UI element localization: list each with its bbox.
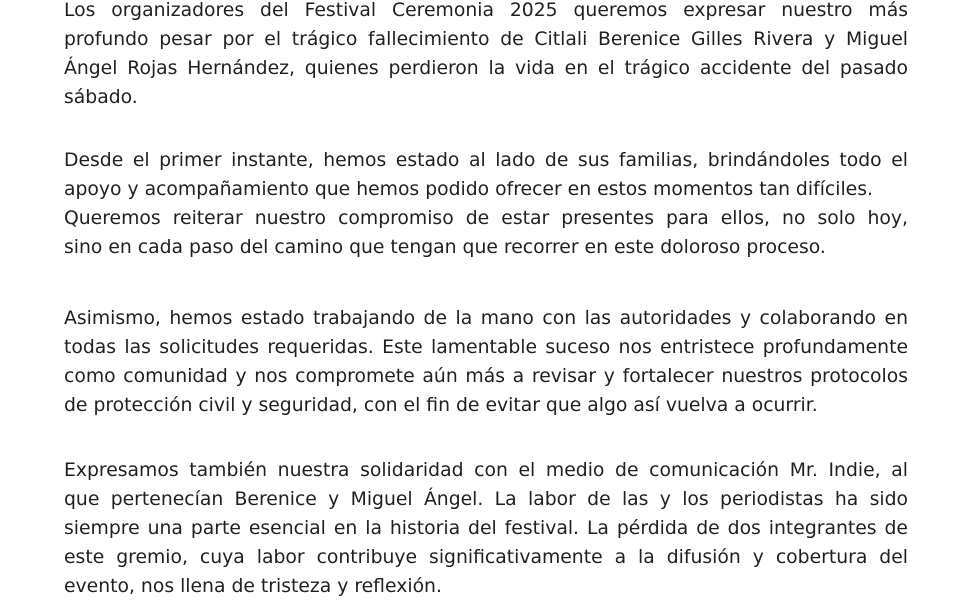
text-line: como comunidad y nos compromete aún más a revisar y fortalecer nuestros protocolos xyxy=(64,366,908,387)
paragraph-2 xyxy=(0,146,960,262)
paragraph-4 xyxy=(0,456,960,601)
paragraph-3 xyxy=(0,304,960,420)
text-line: siempre una parte esencial en la historia del festival. La pérdida de dos integrantes de xyxy=(64,518,908,539)
text-line: apoyo y acompañamiento que hemos podido ofrecer en estos momentos tan difíciles. xyxy=(64,179,873,200)
text-line: profundo pesar por el trágico fallecimiento de Citlali Berenice Gilles Rivera y Miguel xyxy=(64,29,908,50)
text-line: sábado. xyxy=(64,87,138,108)
text-line: sino en cada paso del camino que tengan que recorrer en este doloroso proceso. xyxy=(64,237,826,258)
text-line: todas las solicitudes requeridas. Este lamentable suceso nos entristece profundamente xyxy=(64,337,908,358)
text-line: Expresamos también nuestra solidaridad con el medio de comunicación Mr. Indie, al xyxy=(64,460,908,481)
text-line: Desde el primer instante, hemos estado al lado de sus familias, brindándoles todo el xyxy=(64,150,908,171)
text-line: Ángel Rojas Hernández, quienes perdieron la vida en el trágico accidente del pasado xyxy=(64,58,908,79)
text-line: Asimismo, hemos estado trabajando de la mano con las autoridades y colaborando en xyxy=(64,308,908,329)
paragraph-1 xyxy=(0,0,960,112)
text-line: de protección civil y seguridad, con el fin de evitar que algo así vuelva a ocurrir. xyxy=(64,395,818,416)
text-line: evento, nos llena de tristeza y reflexión. xyxy=(64,576,442,597)
text-line: que pertenecían Berenice y Miguel Ángel. La labor de las y los periodistas ha sido xyxy=(64,489,908,510)
text-line: Los organizadores del Festival Ceremonia 2025 queremos expresar nuestro más xyxy=(64,0,908,21)
text-line: este gremio, cuya labor contribuye significativamente a la difusión y cobertura del xyxy=(64,547,908,568)
text-line: Queremos reiterar nuestro compromiso de estar presentes para ellos, no solo hoy, xyxy=(64,208,908,229)
